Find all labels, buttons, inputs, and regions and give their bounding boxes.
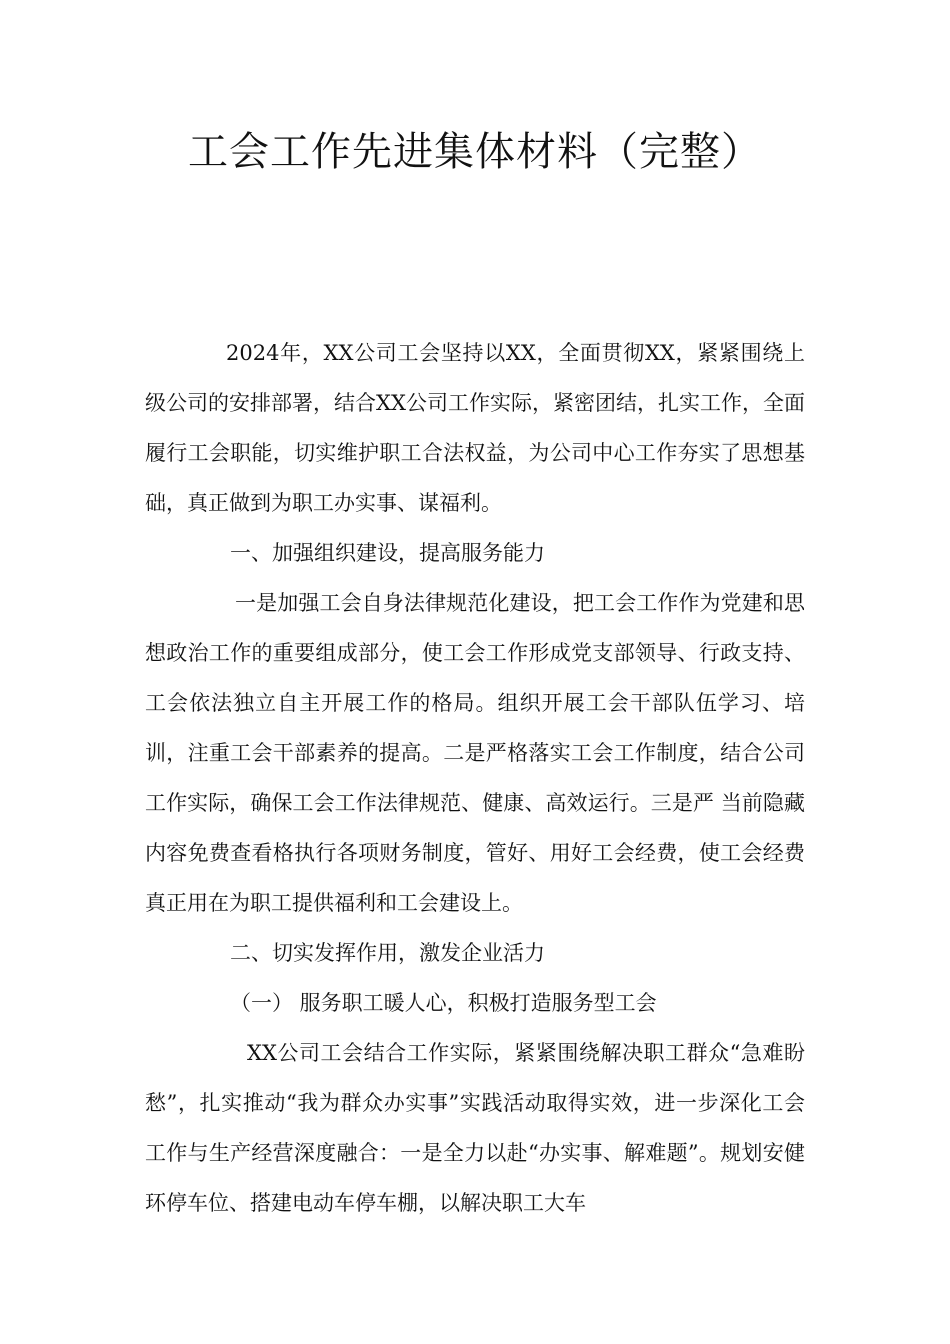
section-heading-1: 一、加强组织建设，提高服务能力 [230, 541, 545, 565]
section-heading-2: 二、切实发挥作用，激发企业活力 [230, 941, 545, 965]
subsection-1-paragraph: XX公司工会结合工作实际，紧紧围绕解决职工群众“急难盼愁”，扎实推动“我为群众办实事”实践活动取得实效，进一步深化工会工作与生产经营深度融合：一是全力以赴“办实事、解难题”。规划安健环停车位、搭建电动车停车棚，以解决职工大车 [145, 1041, 805, 1215]
document-title: 工会工作先进集体材料（完整） [188, 129, 762, 175]
intro-paragraph: 2024年，XX公司工会坚持以XX，全面贯彻XX，紧紧围绕上级公司的安排部署，结合XX公司工作实际，紧密团结，扎实工作，全面履行工会职能，切实维护职工合法权益，为公司中心工作夯实了思想基础，真正做到为职工办实事、谋福利。 [145, 341, 805, 515]
section-1-paragraph: 一是加强工会自身法律规范化建设，把工会工作作为党建和思想政治工作的重要组成部分，使工会工作形成党支部领导、行政支持、工会依法独立自主开展工作的格局。组织开展工会干部队伍学习、培训，注重工会干部素养的提高。二是严格落实工会工作制度，结合公司工作实际，确保工会工作法律规范、健康、高效运行。三是严 当前隐藏内容免费查看格执行各项财务制度，管好、用好工会经费，使工会经费真正用在为职工提供福利和工会建设上。 [145, 591, 805, 915]
document-body [145, 328, 805, 1228]
subsection-heading-1: （一） 服务职工暖人心，积极打造服务型工会 [230, 991, 657, 1015]
